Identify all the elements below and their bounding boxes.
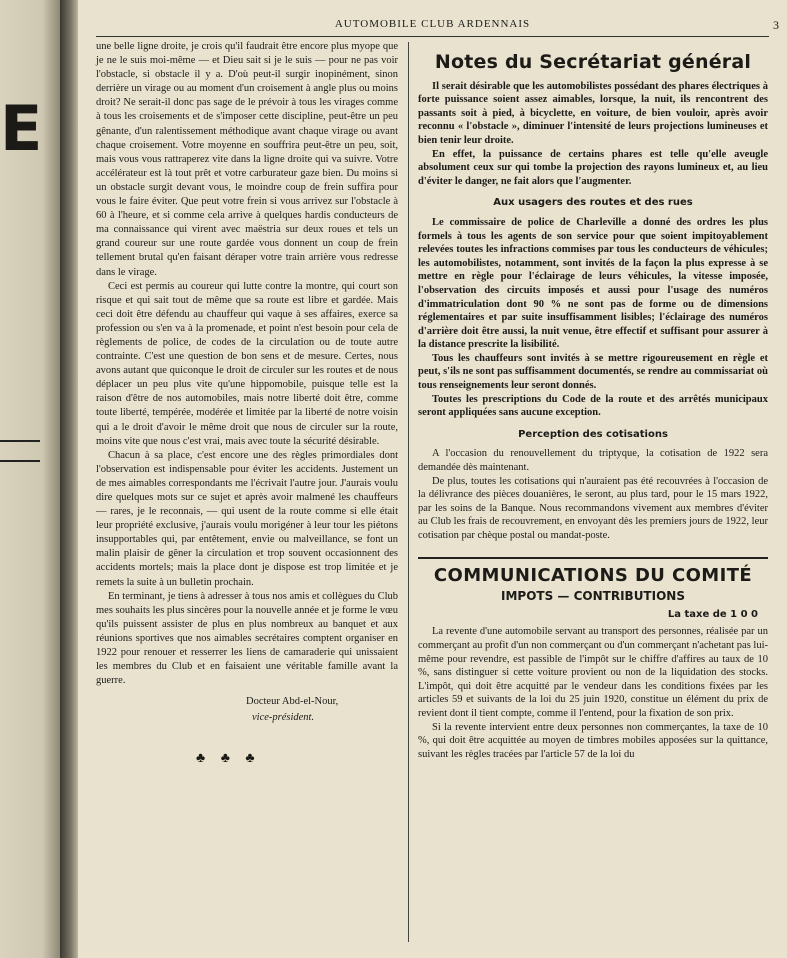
- comite-banner: COMMUNICATIONS DU COMITÉ: [433, 564, 753, 586]
- body-paragraph: Ceci est permis au coureur qui lutte contre la montre, qui court son risque et qui sait tout de même que sa route est libre et gardée. Mais ceci doit être défendu au chauffeur qui vaque à ses affaires, exerce sa profession ou s'en va à la promenade, et point n'est besoin pour cela de règlements de police, de codes de la circulation ou de toute autre contrainte. C'est une question de bon sens et de mesure. Certes, nous avons autant que quiconque le droit de circuler sur les routes et de nous déplacer un peu plus vite qu'une hippomobile, puisque telle est la raison d'être de nos automobiles, mais notre liberté doit être, comme toute liberté, tempérée, modérée et limitée par la liberté de notre voisin qui a le droit d'avoir le même droit que nous de circuler sur la route, moins vite que nous c'est vrai, mais avec toute la sécurité désirable.: [96, 280, 398, 447]
- signature-name: Docteur Abd-el-Nour,: [246, 696, 339, 708]
- signature: [96, 694, 398, 726]
- body-paragraph: Chacun à sa place, c'est encore une des règles primordiales dont l'observation est indispensable pour éviter les accidents. Justement un de mes aimables correspondants me l'écrivait l'autre jour. J'aurais voulu dire quelques mots sur ce sujet et après avoir malmené les chauffeurs — rares, je le reconnais, — qui usent de la route comme si elle était leur propriété exclusive, j'aurais voulu morigéner à leur tour les piétons insupportables qui, par entêtement, envie ou malveillance, se font un malin plaisir de gêner la circulation et trop souvent occasionnent des accidents mortels; mais la place dont je dispose est trop limitée et je remets la suite à un bulletin prochain.: [96, 449, 398, 588]
- previous-page-edge: [0, 0, 60, 958]
- book-binding: [60, 0, 78, 958]
- left-column: [96, 40, 398, 766]
- notes-section: [418, 80, 768, 189]
- cotisations-paragraph: De plus, toutes les cotisations qui n'auraient pas été recouvrées à l'occasion de la délivrance des pièces douanières, le seront, au plus tard, pour le 15 mars 1922, par les soins de la Banque. Nous recommandons vivement aux membres d'éviter au Club les frais de recouvrement, en envoyant dès les premiers jours de 1922, leur cotisation par chèque postal ou mandat-poste.: [418, 475, 768, 541]
- cotisations-heading: Perception des cotisations: [518, 428, 668, 440]
- usagers-paragraph: Toutes les prescriptions du Code de la route et des arrêtés municipaux seront appliquées sans aucune exception.: [418, 393, 768, 419]
- cotisations-paragraph: A l'occasion du renouvellement du triptyque, la cotisation de 1922 sera demandée dès maintenant.: [418, 448, 768, 474]
- impots-paragraph: Si la revente intervient entre deux personnes non commerçantes, la taxe de 10 %, qui doit être acquittée au moyen de timbres mobiles apposées sur la quittance, suivant les règles tracées par l'article 57 de la loi du: [418, 721, 768, 760]
- body-paragraph: En terminant, je tiens à adresser à tous nos amis et collègues du Club mes souhaits les plus sincères pour la nouvelle année et je forme le vœu qu'ils puissent assister de plus en plus nombreux au banquet et aux réunions sportives que nos aimables secrétaires comptent organiser en 1922 pour renouer et resserrer les liens de camaraderie qui unissaient les membres du Club et en faisaient une véritable famille avant la guerre.: [96, 590, 398, 687]
- page-number: 3: [773, 18, 779, 32]
- header-rule: [96, 36, 769, 37]
- ornament: ♣ ♣ ♣: [196, 751, 261, 767]
- usagers-heading: Aux usagers des routes et des rues: [493, 197, 693, 209]
- running-head: AUTOMOBILE CLUB ARDENNAIS: [334, 18, 531, 30]
- notes-title: Notes du Secrétariat général: [434, 51, 752, 73]
- page: [78, 0, 787, 958]
- notes-paragraph: Il serait désirable que les automobilistes possédant des phares électriques à forte puissance soient assez aimables, lorsque, la nuit, ils rencontrent des passants soit à pied, à bicyclette, en voiture, de bien vouloir, après avoir reconnu « l'obstacle », diminuer l'intensité de leurs projections lumineuses et bien tenir leur droite.: [418, 80, 768, 146]
- impots-heading: IMPOTS — CONTRIBUTIONS: [501, 589, 685, 604]
- taxe-heading: La taxe de 1 0 0: [667, 608, 758, 620]
- notes-paragraph: En effet, la puissance de certains phares est telle qu'elle aveugle absolument ceux sur qui tombe la projection des rayons lumineux et, au lieu d'éviter le danger, ne fait alors que l'augmenter.: [418, 148, 768, 187]
- column-rule: [408, 42, 409, 942]
- impots-paragraph: La revente d'une automobile servant au transport des personnes, réalisée par un commerçant au profit d'un non commerçant ou d'un commerçant n'achetant pas lui-même pour revendre, est passible de l'impôt sur le chiffre d'affires au taux de 10 %, sans distinguer si cette voiture provient ou non de la liquidation des stocks. L'impôt, qui doit être acquitté par le vendeur dans les conditions fixées par les articles 59 et suivants de la loi du 25 juin 1920, constitue un élément du prix de revient dont il tient compte, comme il l'entend, pour la fixation de son prix.: [418, 626, 769, 719]
- right-column: [418, 51, 769, 761]
- previous-page-rule: [0, 460, 40, 462]
- section-divider: [418, 557, 768, 559]
- previous-page-rule: [0, 440, 40, 442]
- signature-role: vice-président.: [252, 712, 315, 724]
- usagers-paragraph: Tous les chauffeurs sont invités à se mettre rigoureusement en règle et peut, s'ils ne sont pas suffisamment documentés, se rendre au commissariat où tous renseignements leur seront donnés.: [418, 352, 768, 392]
- previous-page-letter: E: [0, 92, 43, 165]
- body-paragraph: une belle ligne droite, je crois qu'il faudrait être encore plus myope que je ne le suis moi-même — et Dieu sait si je le suis — pour ne pas voir l'obstacle, si obstacle il y a. D'où peut-il surgir inopinément, sinon derrière un virage ou au moment d'un croisement à angle plus ou moins droit? Ne serait-il donc pas sage de le prévoir à tous les virages comme à tous les croisements et de s'imposer cette discipline, peut-être un peu gênante, d'un ralentissement méthodique avant chaque virage ou avant chaque croisement. Votre moyenne en souffrira peut-être un peu, soit, mais vous vous rattraperez vite dans la ligne droite qui va suivre. Votre accélérateur est là tout prêt et votre carburateur gaze bien. Du moins si un obstacle surgit devant vous, le moindre coup de frein suffira pour vous le faire éviter. Que peut votre frein si vous arrivez sur l'obstacle à 60 à l'heure, et si comme cela arrive à quelques hardis conducteurs de ma connaissance qui virent avec maëstria sur deux roues et tels un grand coureur sur une route gardée vous donnent un coup de frein tellement brutal qu'en faisant déraper votre train arrière vous redresse dans le virage.: [96, 41, 398, 278]
- usagers-section: [418, 216, 768, 420]
- usagers-paragraph: Le commissaire de police de Charleville a donné des ordres les plus formels à tous les agents de son service pour que soient impitoyablement relevées toutes les infractions commises par tous les conducteurs de véhicules; les automobilistes, notamment, sont invités de la façon la plus expresse à se mettre en règle pour l'éclairage de leurs véhicules, la vitesse imposée, l'observation des circuits imposés et aussi pour l'usage des numéros d'immatriculation dont 90 % ne sont pas de forme ou de dimensions réglementaires et par suite insuffisamment lisibles; l'éclairage des numéros d'arrière doit être aussi, la nuit venue, être effectif et suffisant pour assurer à la distance prescrite la lisibilité.: [418, 216, 768, 351]
